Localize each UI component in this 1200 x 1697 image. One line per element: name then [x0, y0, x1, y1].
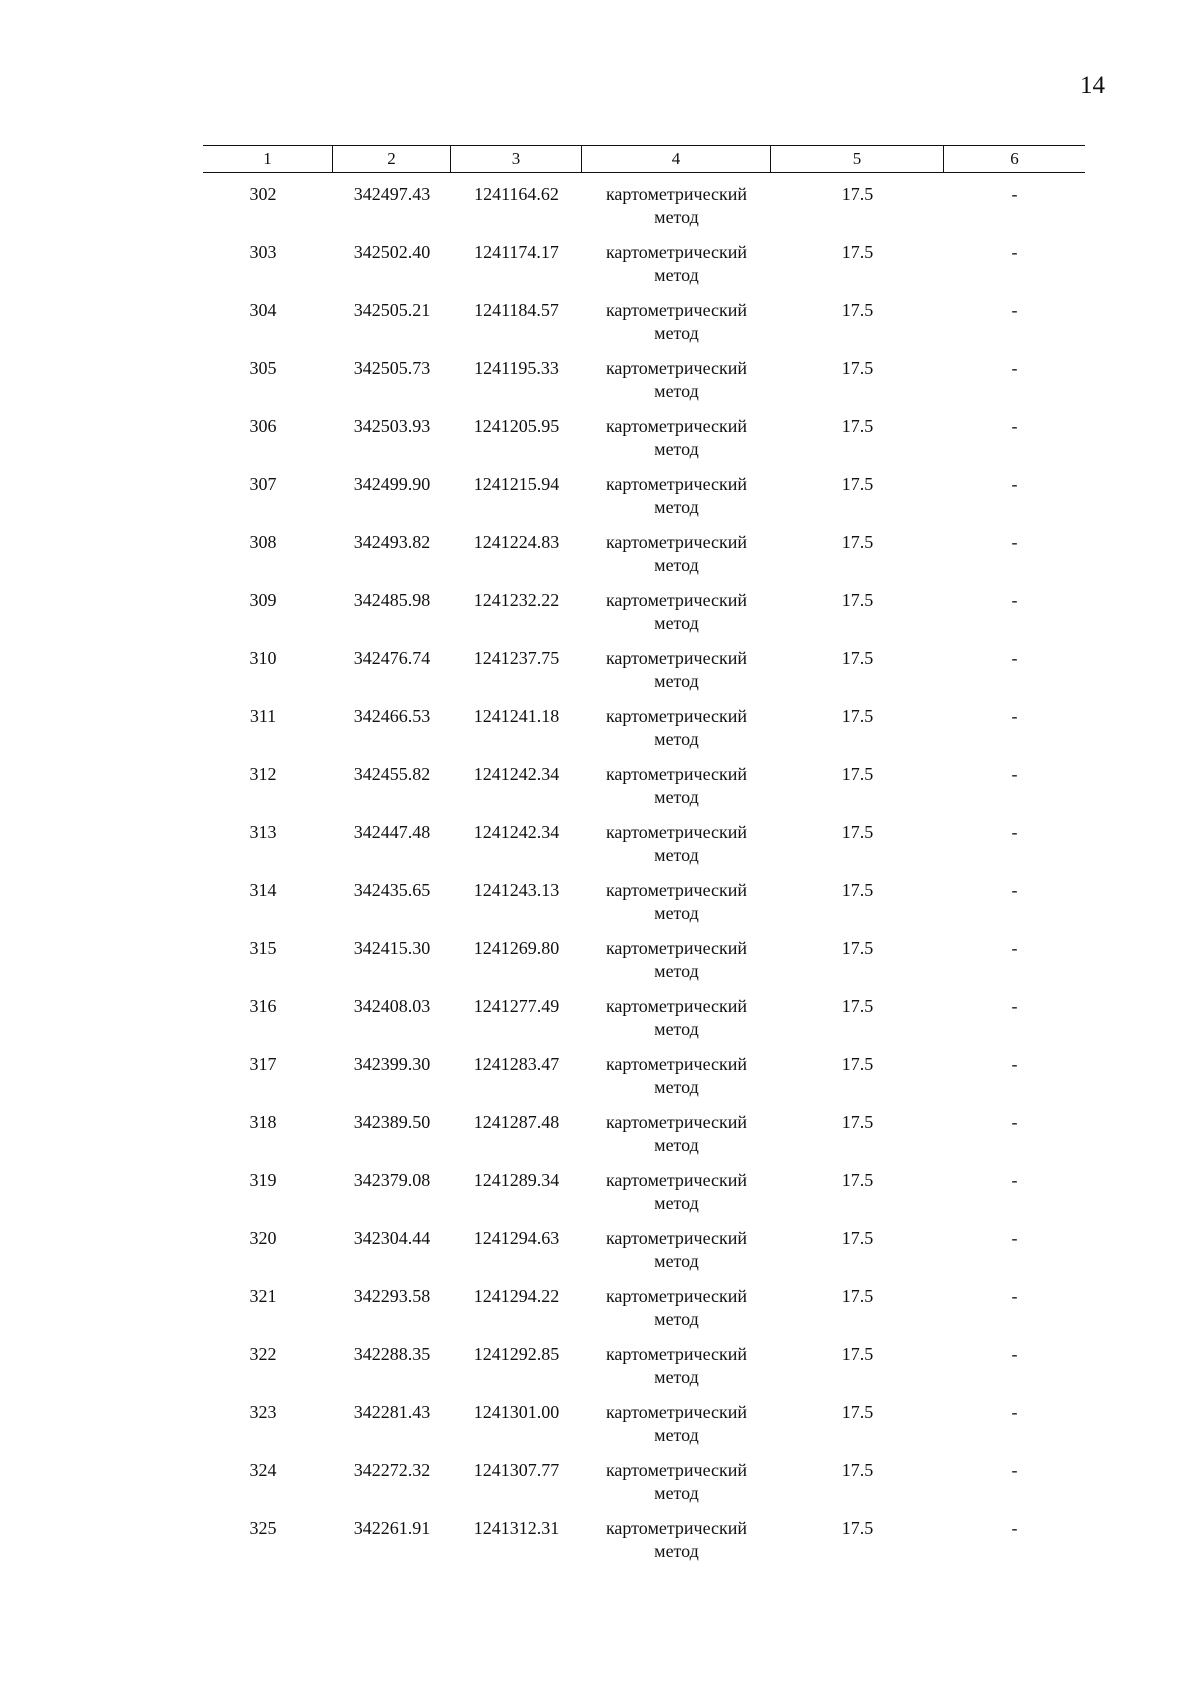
accuracy-value: 17.5	[841, 300, 874, 320]
method-line-2: метод	[654, 207, 699, 227]
x-coordinate: 342455.82	[353, 764, 431, 784]
accuracy-value: 17.5	[841, 1112, 874, 1132]
method-line-2: метод	[654, 323, 699, 343]
determination-method	[582, 589, 771, 647]
determination-method	[582, 531, 771, 589]
determination-method	[582, 995, 771, 1053]
y-coordinate: 1241224.83	[473, 532, 560, 552]
table-row	[203, 589, 1085, 647]
method-line-1: картометрический	[605, 1112, 748, 1132]
note: -	[1011, 1054, 1018, 1074]
accuracy-value: 17.5	[841, 358, 874, 378]
coordinates-table	[203, 145, 1085, 1575]
note: -	[1011, 184, 1018, 204]
table-row	[203, 183, 1085, 241]
method-line-2: метод	[654, 1541, 699, 1561]
x-coordinate: 342261.91	[353, 1518, 431, 1538]
y-coordinate: 1241289.34	[473, 1170, 560, 1190]
point-number: 302	[249, 184, 277, 204]
accuracy-value: 17.5	[841, 996, 874, 1016]
x-coordinate: 342379.08	[353, 1170, 431, 1190]
accuracy-value: 17.5	[841, 474, 874, 494]
method-line-2: метод	[654, 671, 699, 691]
accuracy-value: 17.5	[841, 242, 874, 262]
accuracy-value: 17.5	[841, 416, 874, 436]
table-row	[203, 1401, 1085, 1459]
accuracy-value: 17.5	[841, 822, 874, 842]
y-coordinate: 1241184.57	[474, 300, 559, 320]
method-line-2: метод	[654, 1425, 699, 1445]
y-coordinate: 1241242.34	[473, 764, 560, 784]
method-line-1: картометрический	[605, 996, 748, 1016]
note: -	[1011, 1286, 1018, 1306]
method-line-1: картометрический	[605, 532, 748, 552]
note: -	[1011, 1112, 1018, 1132]
method-line-2: метод	[654, 845, 699, 865]
method-line-2: метод	[654, 265, 699, 285]
table-row	[203, 821, 1085, 879]
method-line-2: метод	[654, 381, 699, 401]
method-line-1: картометрический	[605, 1344, 748, 1364]
method-line-2: метод	[654, 1483, 699, 1503]
y-coordinate: 1241294.63	[473, 1228, 560, 1248]
note: -	[1011, 1518, 1018, 1538]
table-row	[203, 299, 1085, 357]
point-number: 319	[249, 1170, 277, 1190]
y-coordinate: 1241237.75	[473, 648, 560, 668]
x-coordinate: 342408.03	[353, 996, 431, 1016]
table-body	[203, 183, 1085, 1575]
method-line-1: картометрический	[605, 300, 748, 320]
point-number: 325	[249, 1518, 277, 1538]
point-number: 316	[249, 996, 277, 1016]
determination-method	[582, 937, 771, 995]
method-line-1: картометрический	[605, 474, 748, 494]
accuracy-value: 17.5	[841, 1170, 874, 1190]
table-row	[203, 241, 1085, 299]
table-row	[203, 1459, 1085, 1517]
table-row	[203, 647, 1085, 705]
determination-method	[582, 357, 771, 415]
table-row	[203, 1111, 1085, 1169]
point-number: 311	[249, 706, 277, 726]
table-row	[203, 879, 1085, 937]
x-coordinate: 342505.73	[353, 358, 431, 378]
method-line-2: метод	[654, 1193, 699, 1213]
x-coordinate: 342503.93	[353, 416, 431, 436]
y-coordinate: 1241269.80	[473, 938, 560, 958]
accuracy-value: 17.5	[841, 764, 874, 784]
note: -	[1011, 416, 1018, 436]
table-row	[203, 995, 1085, 1053]
y-coordinate: 1241292.85	[473, 1344, 560, 1364]
method-line-1: картометрический	[605, 590, 748, 610]
method-line-2: метод	[654, 497, 699, 517]
method-line-2: метод	[654, 961, 699, 981]
accuracy-value: 17.5	[841, 1402, 874, 1422]
point-number: 303	[249, 242, 277, 262]
determination-method	[582, 1227, 771, 1285]
y-coordinate: 1241174.17	[474, 242, 559, 262]
method-line-1: картометрический	[605, 706, 748, 726]
accuracy-value: 17.5	[841, 1460, 874, 1480]
method-line-2: метод	[654, 1019, 699, 1039]
method-line-1: картометрический	[605, 358, 748, 378]
point-number: 321	[249, 1286, 277, 1306]
x-coordinate: 342502.40	[353, 242, 431, 262]
y-coordinate: 1241307.77	[473, 1460, 560, 1480]
method-line-1: картометрический	[605, 880, 748, 900]
point-number: 307	[249, 474, 277, 494]
x-coordinate: 342497.43	[353, 184, 431, 204]
page-number: 14	[1080, 72, 1105, 99]
determination-method	[582, 1459, 771, 1517]
x-coordinate: 342435.65	[353, 880, 431, 900]
table-row	[203, 1227, 1085, 1285]
y-coordinate: 1241301.00	[473, 1402, 560, 1422]
method-line-1: картометрический	[605, 822, 748, 842]
y-coordinate: 1241294.22	[473, 1286, 560, 1306]
accuracy-value: 17.5	[841, 706, 874, 726]
point-number: 304	[249, 300, 277, 320]
note: -	[1011, 358, 1018, 378]
point-number: 313	[249, 822, 277, 842]
note: -	[1011, 300, 1018, 320]
note: -	[1011, 764, 1018, 784]
point-number: 308	[249, 532, 277, 552]
determination-method	[582, 1343, 771, 1401]
y-coordinate: 1241242.34	[473, 822, 560, 842]
determination-method	[582, 879, 771, 937]
method-line-2: метод	[654, 1251, 699, 1271]
method-line-1: картометрический	[605, 184, 748, 204]
point-number: 309	[249, 590, 277, 610]
determination-method	[582, 1053, 771, 1111]
determination-method	[582, 299, 771, 357]
x-coordinate: 342288.35	[353, 1344, 431, 1364]
method-line-1: картометрический	[605, 1170, 748, 1190]
table-row	[203, 1285, 1085, 1343]
column-header-6: 6	[1010, 149, 1019, 168]
method-line-1: картометрический	[605, 764, 748, 784]
note: -	[1011, 1344, 1018, 1364]
method-line-1: картометрический	[605, 1460, 748, 1480]
table-row	[203, 415, 1085, 473]
note: -	[1011, 706, 1018, 726]
method-line-1: картометрический	[605, 1228, 748, 1248]
column-header-3: 3	[451, 146, 582, 172]
accuracy-value: 17.5	[841, 1228, 874, 1248]
table-row	[203, 763, 1085, 821]
accuracy-value: 17.5	[841, 880, 874, 900]
note: -	[1011, 938, 1018, 958]
point-number: 322	[249, 1344, 277, 1364]
column-header-2: 2	[333, 146, 451, 172]
note: -	[1011, 1460, 1018, 1480]
column-header-1: 1	[203, 146, 333, 172]
table-row	[203, 937, 1085, 995]
method-line-2: метод	[654, 787, 699, 807]
point-number: 324	[249, 1460, 277, 1480]
point-number: 312	[249, 764, 277, 784]
method-line-2: метод	[654, 729, 699, 749]
accuracy-value: 17.5	[841, 648, 874, 668]
x-coordinate: 342505.21	[353, 300, 431, 320]
method-line-2: метод	[654, 439, 699, 459]
note: -	[1011, 242, 1018, 262]
accuracy-value: 17.5	[841, 1344, 874, 1364]
method-line-1: картометрический	[605, 1054, 748, 1074]
method-line-1: картометрический	[605, 242, 748, 262]
table-header	[203, 145, 1085, 173]
method-line-2: метод	[654, 555, 699, 575]
x-coordinate: 342399.30	[353, 1054, 431, 1074]
table-row	[203, 1517, 1085, 1575]
method-line-2: метод	[654, 1367, 699, 1387]
x-coordinate: 342389.50	[353, 1112, 431, 1132]
table-row	[203, 531, 1085, 589]
determination-method	[582, 821, 771, 879]
method-line-1: картометрический	[605, 1402, 748, 1422]
method-line-2: метод	[654, 1077, 699, 1097]
note: -	[1011, 1170, 1018, 1190]
table-row	[203, 705, 1085, 763]
accuracy-value: 17.5	[841, 532, 874, 552]
note: -	[1011, 996, 1018, 1016]
column-header-5: 5	[771, 146, 944, 172]
method-line-2: метод	[654, 1309, 699, 1329]
method-line-1: картометрический	[605, 416, 748, 436]
determination-method	[582, 415, 771, 473]
determination-method	[582, 705, 771, 763]
determination-method	[582, 1285, 771, 1343]
column-header-4: 4	[582, 146, 771, 172]
x-coordinate: 342485.98	[353, 590, 431, 610]
accuracy-value: 17.5	[841, 938, 874, 958]
note: -	[1011, 532, 1018, 552]
y-coordinate: 1241195.33	[474, 358, 559, 378]
table-row	[203, 1343, 1085, 1401]
x-coordinate: 342281.43	[353, 1402, 431, 1422]
determination-method	[582, 241, 771, 299]
point-number: 320	[249, 1228, 277, 1248]
y-coordinate: 1241215.94	[473, 474, 560, 494]
table-row	[203, 1053, 1085, 1111]
accuracy-value: 17.5	[841, 184, 874, 204]
note: -	[1011, 590, 1018, 610]
y-coordinate: 1241287.48	[473, 1112, 560, 1132]
table-row	[203, 1169, 1085, 1227]
point-number: 323	[249, 1402, 277, 1422]
y-coordinate: 1241205.95	[473, 416, 560, 436]
note: -	[1011, 822, 1018, 842]
x-coordinate: 342272.32	[353, 1460, 431, 1480]
determination-method	[582, 647, 771, 705]
point-number: 310	[249, 648, 277, 668]
y-coordinate: 1241312.31	[473, 1518, 560, 1538]
note: -	[1011, 648, 1018, 668]
point-number: 305	[249, 358, 277, 378]
determination-method	[582, 1401, 771, 1459]
method-line-2: метод	[654, 1135, 699, 1155]
determination-method	[582, 183, 771, 241]
x-coordinate: 342304.44	[353, 1228, 431, 1248]
point-number: 317	[249, 1054, 277, 1074]
determination-method	[582, 473, 771, 531]
x-coordinate: 342293.58	[353, 1286, 431, 1306]
table-row	[203, 357, 1085, 415]
x-coordinate: 342493.82	[353, 532, 431, 552]
point-number: 306	[249, 416, 277, 436]
accuracy-value: 17.5	[841, 1518, 874, 1538]
method-line-1: картометрический	[605, 938, 748, 958]
accuracy-value: 17.5	[841, 1286, 874, 1306]
accuracy-value: 17.5	[841, 590, 874, 610]
y-coordinate: 1241243.13	[473, 880, 560, 900]
method-line-1: картометрический	[605, 1286, 748, 1306]
y-coordinate: 1241283.47	[473, 1054, 560, 1074]
x-coordinate: 342476.74	[353, 648, 431, 668]
y-coordinate: 1241277.49	[473, 996, 560, 1016]
x-coordinate: 342447.48	[353, 822, 431, 842]
x-coordinate: 342415.30	[353, 938, 431, 958]
accuracy-value: 17.5	[841, 1054, 874, 1074]
point-number: 318	[249, 1112, 277, 1132]
method-line-2: метод	[654, 613, 699, 633]
point-number: 315	[249, 938, 277, 958]
table-row	[203, 473, 1085, 531]
determination-method	[582, 1517, 771, 1575]
note: -	[1011, 1228, 1018, 1248]
determination-method	[582, 1169, 771, 1227]
note: -	[1011, 1402, 1018, 1422]
y-coordinate: 1241241.18	[473, 706, 560, 726]
determination-method	[582, 763, 771, 821]
determination-method	[582, 1111, 771, 1169]
y-coordinate: 1241232.22	[473, 590, 560, 610]
note: -	[1011, 880, 1018, 900]
x-coordinate: 342499.90	[353, 474, 431, 494]
note: -	[1011, 474, 1018, 494]
x-coordinate: 342466.53	[353, 706, 431, 726]
y-coordinate: 1241164.62	[474, 184, 559, 204]
method-line-1: картометрический	[605, 1518, 748, 1538]
point-number: 314	[249, 880, 277, 900]
method-line-2: метод	[654, 903, 699, 923]
method-line-1: картометрический	[605, 648, 748, 668]
